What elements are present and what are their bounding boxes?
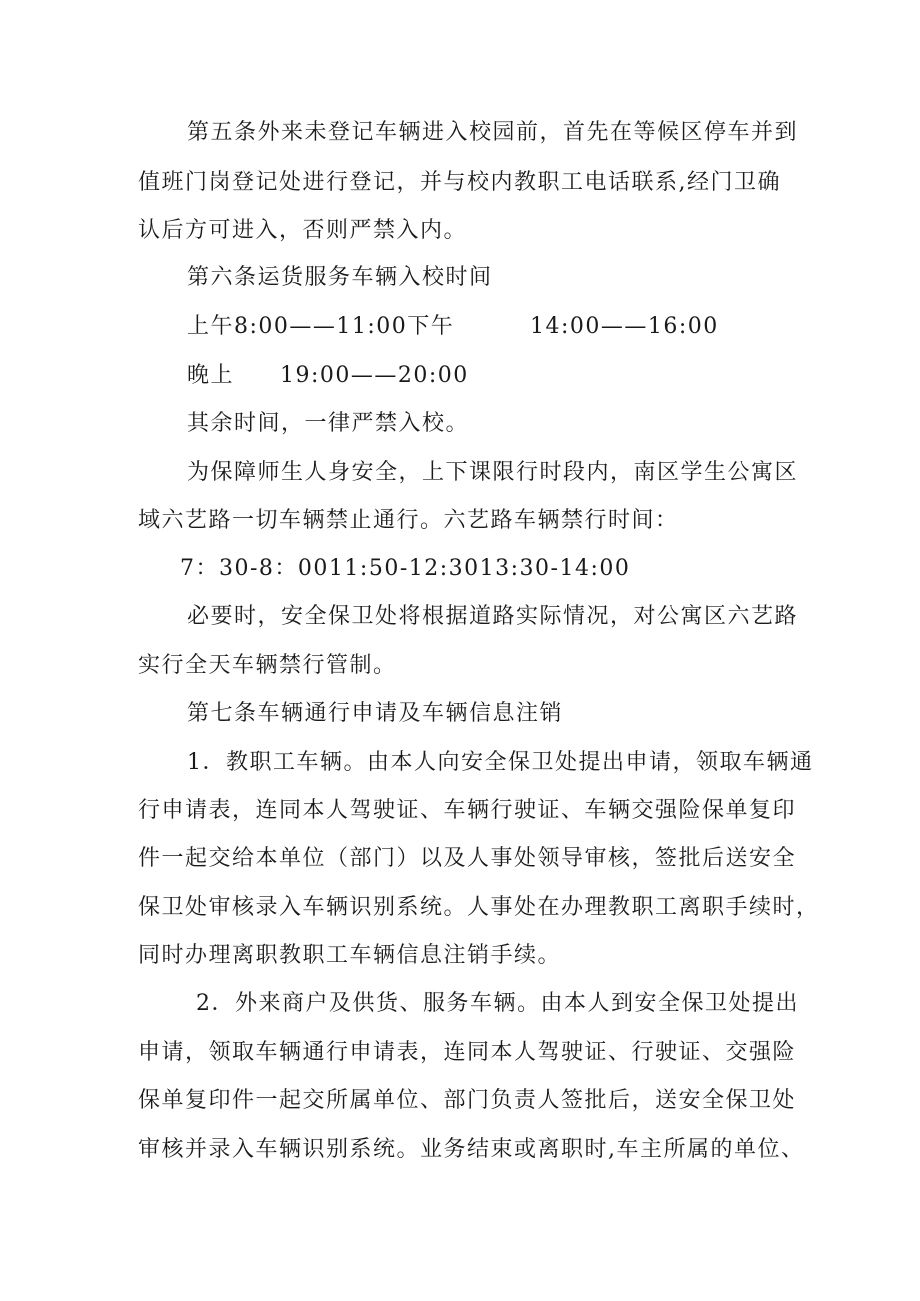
article-5-line-2: 值班门岗登记处进行登记，并与校内教职工电话联系,经门卫确 — [138, 170, 781, 195]
schedule-morning-afternoon: 上午8:00——11:00下午 — [187, 314, 455, 339]
restriction-line-1: 为保障师生人身安全，上下课限行时段内，南区学生公寓区 — [187, 460, 799, 485]
staff-vehicle-line-2: 行申请表，连同本人驾驶证、车辆行驶证、车辆交强险保单复印 — [138, 798, 797, 823]
schedule-afternoon-time: 14:00——16:00 — [530, 314, 719, 339]
external-vehicle-line-1: 2．外来商户及供货、服务车辆。由本人到安全保卫处提出 — [196, 991, 799, 1016]
full-day-line-2: 实行全天车辆禁行管制。 — [138, 653, 397, 678]
external-vehicle-line-2: 申请，领取车辆通行申请表，连同本人驾驶证、行驶证、交强险 — [138, 1040, 797, 1065]
restriction-line-2: 域六艺路一切车辆禁止通行。六艺路车辆禁行时间： — [138, 508, 679, 533]
restriction-times: 7：30-8：0011:50-12:3013:30-14:00 — [180, 556, 631, 581]
staff-vehicle-line-4: 保卫处审核录入车辆识别系统。人事处在办理教职工离职手续时， — [138, 895, 820, 920]
article-5-line-3: 认后方可进入，否则严禁入内。 — [138, 218, 468, 243]
article-7-heading: 第七条车辆通行申请及车辆信息注销 — [187, 701, 564, 726]
external-vehicle-line-4: 审核并录入车辆识别系统。业务结束或离职时,车主所属的单位、 — [138, 1137, 805, 1162]
article-6-heading: 第六条运货服务车辆入校时间 — [187, 265, 493, 290]
schedule-evening-time: 19:00——20:00 — [280, 363, 469, 388]
other-time-rule: 其余时间，一律严禁入校。 — [187, 411, 470, 436]
schedule-evening-label: 晚上 — [187, 363, 235, 388]
staff-vehicle-line-5: 同时办理离职教职工车辆信息注销手续。 — [138, 943, 562, 968]
staff-vehicle-line-3: 件一起交给本单位（部门）以及人事处领导审核，签批后送安全 — [138, 846, 797, 871]
external-vehicle-line-3: 保单复印件一起交所属单位、部门负责人签批后，送安全保卫处 — [138, 1088, 797, 1113]
full-day-line-1: 必要时，安全保卫处将根据道路实际情况，对公寓区六艺路 — [187, 604, 799, 629]
staff-vehicle-line-1: 1．教职工车辆。由本人向安全保卫处提出申请，领取车辆通 — [187, 750, 814, 775]
article-5-line-1: 第五条外来未登记车辆进入校园前，首先在等候区停车并到 — [187, 120, 799, 145]
